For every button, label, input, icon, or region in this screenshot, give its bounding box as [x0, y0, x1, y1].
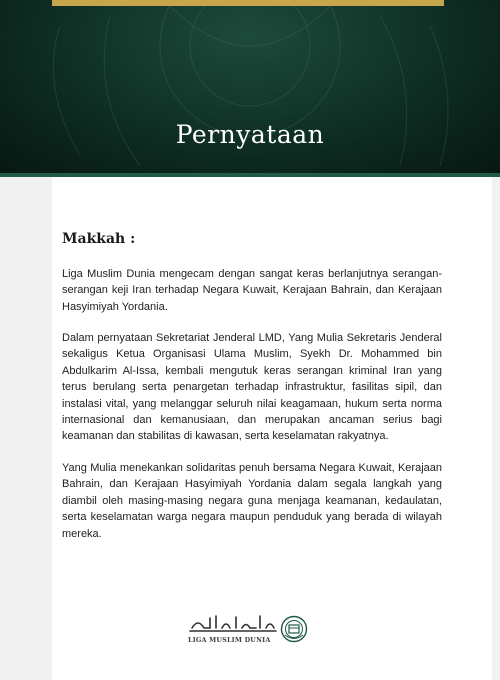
logo-arabic-calligraphy: [188, 612, 278, 634]
mwl-logo: [188, 612, 313, 646]
statement-paragraph-1: Liga Muslim Dunia mengecam dengan sangat keras berlanjutnya serangan-serangan keji Iran terhadap Negara Kuwait, Kerajaan Bahrain, dan Kerajaan Hasyimiyah Yordania.: [62, 268, 442, 313]
mwl-emblem-icon: [280, 615, 308, 643]
page-title: Pernyataan: [175, 120, 325, 149]
header-banner: [0, 0, 500, 173]
dateline-location: Makkah :: [62, 231, 136, 247]
logo-latin-text: LIGA MUSLIM DUNIA: [188, 636, 271, 644]
statement-paragraph-3: Yang Mulia menekankan solidaritas penuh bersama Negara Kuwait, Kerajaan Bahrain, dan Kerajaan Hasyimiyah Yordania dalam segala langkah yang diambil oleh masing-masing negara guna menjaga keamanan, kedaulatan, serta keselamatan warga negara maupun penduduk yang berada di wilayah mereka.: [62, 462, 442, 540]
statement-paragraph-2: Dalam pernyataan Sekretariat Jenderal LMD, Yang Mulia Sekretaris Jenderal sekaligus Ketua Organisasi Ulama Muslim, Syekh Dr. Mohammed bin Abdulkarim Al-Issa, kembali mengutuk keras serangan kriminal Iran yang terus berulang serta penargetan terhadap infrastruktur, fasilitas sipil, dan instalasi vital, yang melanggar seluruh nilai keagamaan, hukum serta norma internasional dan kemanusiaan, dan merupakan ancaman serius bagi keamanan dan stabilitas di kawasan, serta keselamatan rakyatnya.: [62, 332, 442, 443]
